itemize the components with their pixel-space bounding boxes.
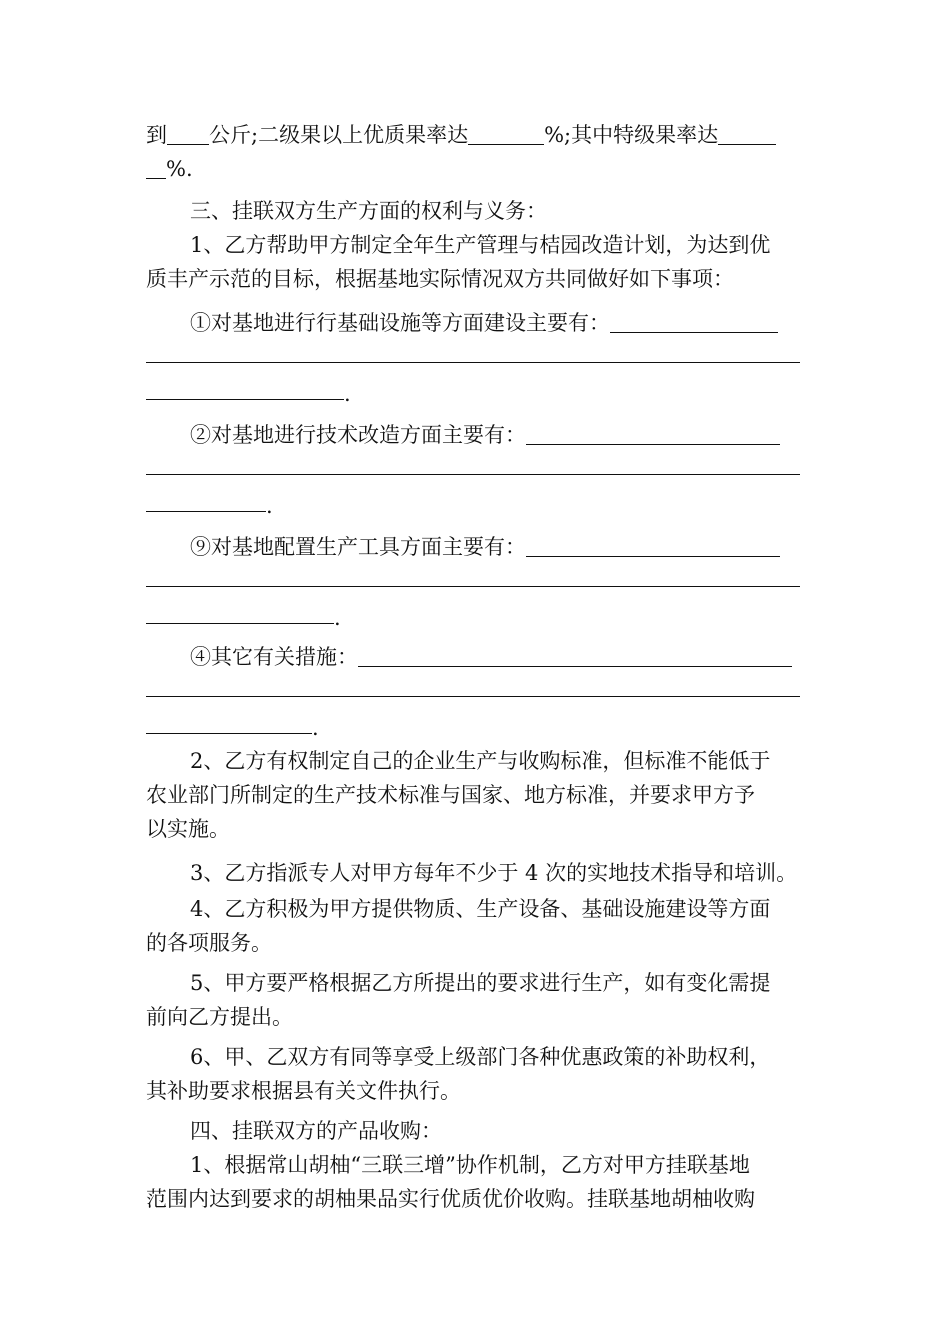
paragraph-line: 质丰产示范的目标，根据基地实际情况双方共同做好如下事项： [146, 267, 734, 291]
clause-4 [146, 892, 810, 960]
paragraph-line: 的各项服务。 [146, 931, 272, 955]
text-segment: %;其中特级果率达 [544, 123, 719, 147]
blank-field[interactable] [146, 696, 800, 697]
period-mark: . [344, 382, 351, 406]
section-3 [146, 194, 810, 296]
paragraph-line: 5、甲方要严格根据乙方所提出的要求进行生产，如有变化需提 [190, 971, 771, 995]
text-segment: %. [166, 157, 193, 181]
paragraph-line: 3、乙方指派专人对甲方每年不少于 4 次的实地技术指导和培训。 [190, 861, 798, 885]
item-label: ⑨对基地配置生产工具方面主要有： [190, 535, 526, 559]
paragraph-line: 其补助要求根据县有关文件执行。 [146, 1079, 461, 1103]
section-heading: 三、挂联双方生产方面的权利与义务： [190, 199, 547, 223]
paragraph-line: 前向乙方提出。 [146, 1005, 293, 1029]
paragraph-line: 2、乙方有权制定自己的企业生产与收购标准，但标准不能低于 [190, 749, 771, 773]
section-4 [146, 1114, 810, 1216]
item-3-tools [146, 530, 810, 564]
blank-field[interactable] [146, 623, 334, 624]
text-segment: 到 [146, 123, 167, 147]
paragraph-line: 农业部门所制定的生产技术标准与国家、地方标准，并要求甲方予 [146, 783, 755, 807]
paragraph-line: 4、乙方积极为甲方提供物质、生产设备、基础设施建设等方面 [190, 897, 771, 921]
blank-field[interactable] [146, 733, 312, 734]
blank-field[interactable] [146, 362, 800, 363]
blank-field[interactable] [146, 474, 800, 475]
clause-3 [146, 856, 810, 890]
clause-5 [146, 966, 810, 1034]
item-label: ②对基地进行技术改造方面主要有： [190, 423, 526, 447]
blank-field[interactable] [146, 586, 800, 587]
item-1-infrastructure [146, 306, 810, 340]
item-label: ④其它有关措施： [190, 645, 358, 669]
item-2-technical [146, 418, 810, 452]
blank-field[interactable] [526, 422, 780, 445]
period-mark: . [312, 716, 319, 740]
item-4-other-measures [146, 640, 810, 674]
paragraph-line: 范围内达到要求的胡柚果品实行优质优价收购。挂联基地胡柚收购 [146, 1187, 755, 1211]
period-mark: . [266, 494, 273, 518]
text-segment: 公斤;二级果以上优质果率达 [209, 123, 469, 147]
blank-field[interactable] [146, 511, 266, 512]
paragraph-line: 6、甲、乙双方有同等享受上级部门各种优惠政策的补助权利， [190, 1045, 771, 1069]
section-heading: 四、挂联双方的产品收购： [190, 1119, 442, 1143]
blank-field[interactable] [610, 310, 778, 333]
blank-field[interactable] [468, 122, 544, 145]
blank-field[interactable] [146, 156, 166, 179]
blank-field[interactable] [718, 122, 776, 145]
paragraph-line: 1、乙方帮助甲方制定全年生产管理与桔园改造计划，为达到优 [190, 233, 771, 257]
paragraph-line: 1、根据常山胡柚“三联三增”协作机制，乙方对甲方挂联基地 [190, 1153, 750, 1177]
blank-field[interactable] [146, 399, 344, 400]
clause-2 [146, 744, 810, 846]
blank-field[interactable] [358, 644, 792, 667]
blank-field[interactable] [526, 534, 780, 557]
yield-target-paragraph [146, 118, 810, 186]
blank-field[interactable] [167, 122, 209, 145]
item-label: ①对基地进行行基础设施等方面建设主要有： [190, 311, 610, 335]
paragraph-line: 以实施。 [146, 817, 230, 841]
period-mark: . [334, 606, 341, 630]
clause-6 [146, 1040, 810, 1108]
